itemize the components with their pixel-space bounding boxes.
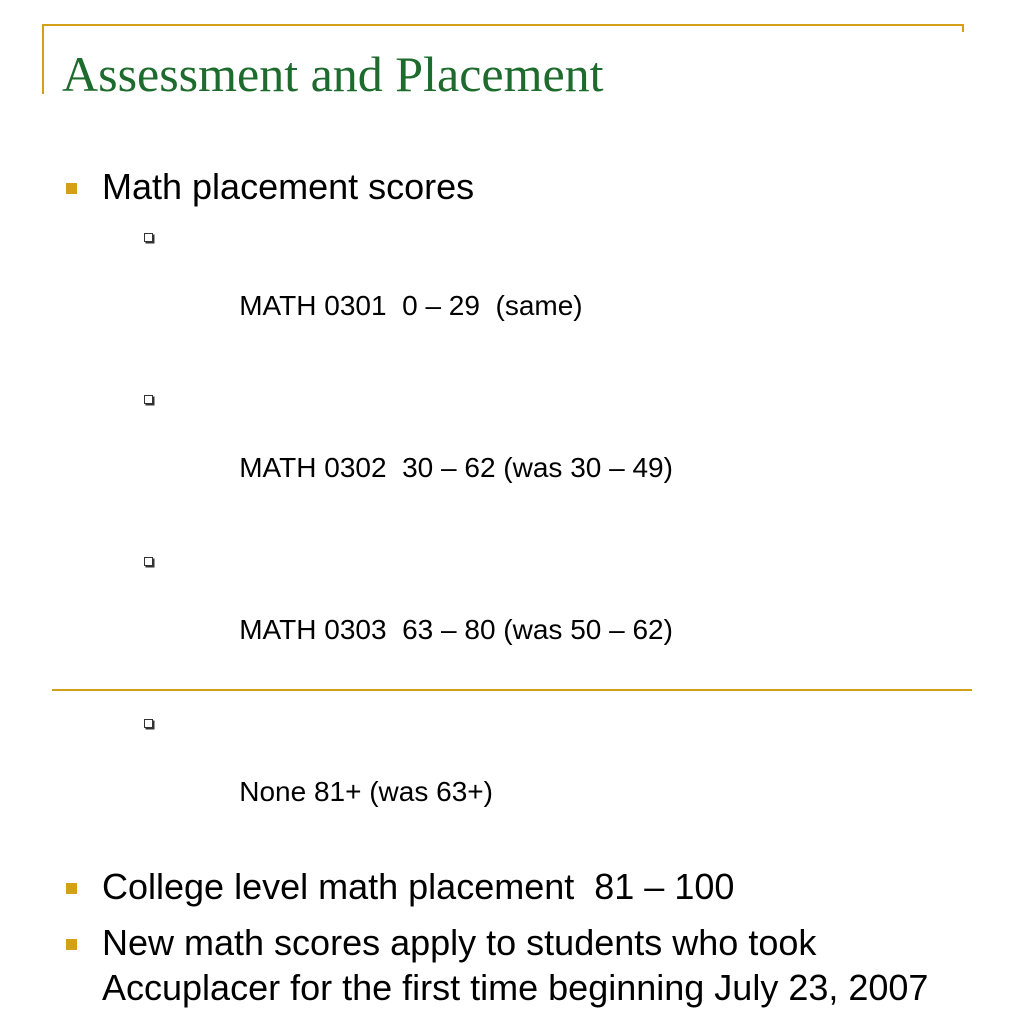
- frame-left-rule: [42, 24, 44, 94]
- bullet-college-level-placement: [62, 864, 962, 909]
- hollow-square-bullet-icon: [144, 233, 153, 242]
- sub-bullet-text: MATH 0301 0 – 29 (same): [239, 290, 583, 321]
- bullet-math-placement-scores: [62, 164, 962, 846]
- sub-bullet-list: [102, 216, 962, 846]
- bullet-text: New math scores apply to students who took Accuplacer for the first time beginning July 23, 2007: [102, 922, 929, 1008]
- frame-top-rule: [42, 24, 964, 26]
- square-bullet-icon: [66, 883, 77, 894]
- sub-bullet-math-0302: [102, 378, 962, 522]
- bullet-text: Math placement scores: [102, 166, 475, 207]
- sub-bullet-math-0303: [102, 540, 962, 684]
- sub-bullet-none: [102, 702, 962, 846]
- bullet-text: College level math placement 81 – 100: [102, 866, 735, 907]
- sub-bullet-text: MATH 0303 63 – 80 (was 50 – 62): [239, 614, 673, 645]
- sub-bullet-text: MATH 0302 30 – 62 (was 30 – 49): [239, 452, 673, 483]
- square-bullet-icon: [66, 183, 77, 194]
- hollow-square-bullet-icon: [144, 395, 153, 404]
- sub-bullet-math-0301: [102, 216, 962, 360]
- bullet-new-math-scores: [62, 920, 962, 1010]
- square-bullet-icon: [66, 939, 77, 950]
- slide-title: Assessment and Placement: [62, 46, 604, 102]
- frame-right-rule: [962, 24, 964, 32]
- hollow-square-bullet-icon: [144, 557, 153, 566]
- sub-bullet-text: None 81+ (was 63+): [239, 776, 493, 807]
- slide-content: [62, 164, 962, 1021]
- hollow-square-bullet-icon: [144, 719, 153, 728]
